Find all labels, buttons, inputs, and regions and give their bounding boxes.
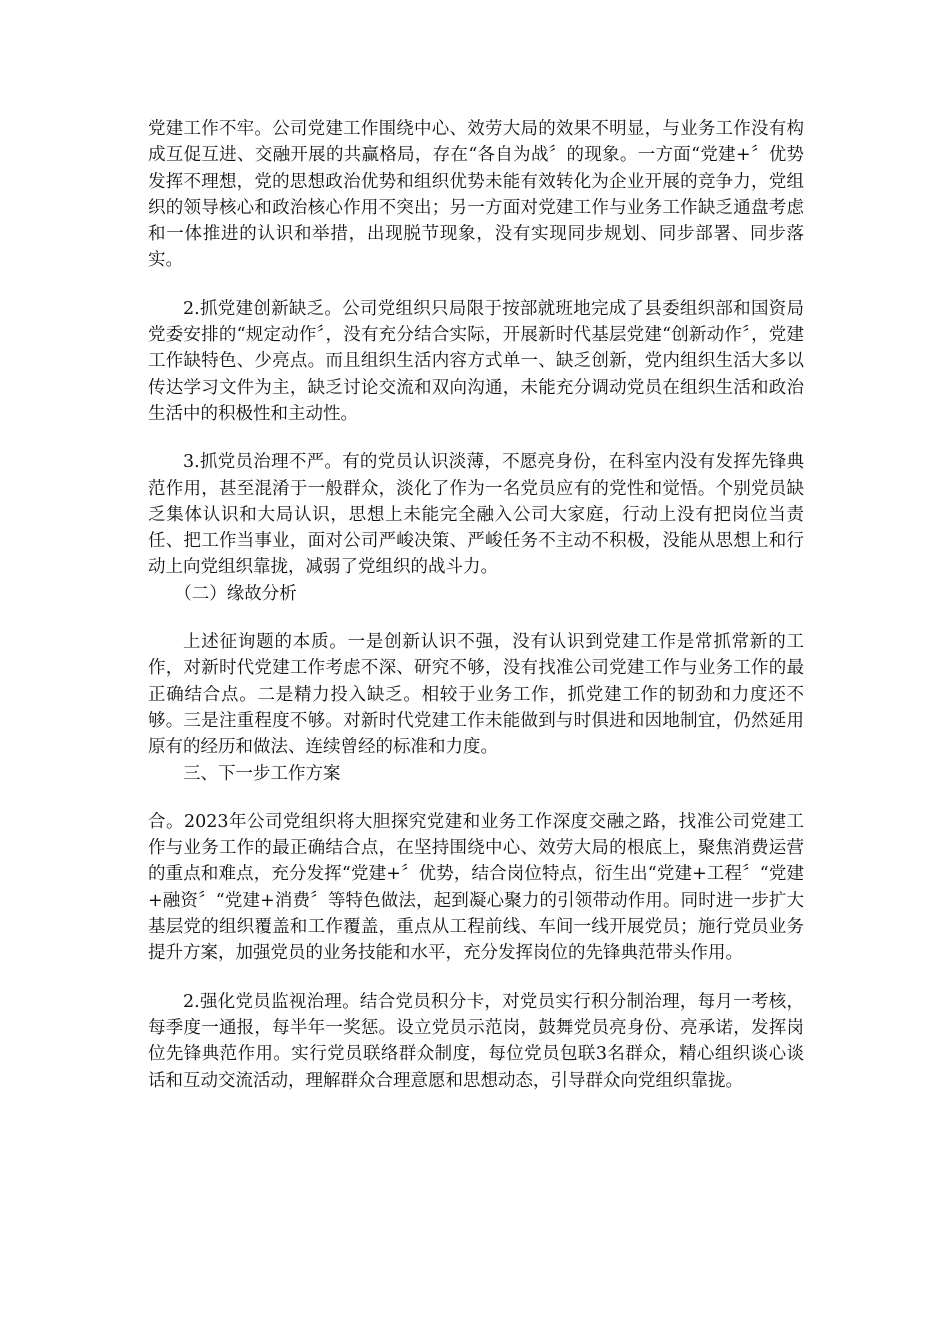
section-heading-next-plan: 三、下一步工作方案 [183,763,341,784]
paragraph-innovation-lacking: 2.抓党建创新缺乏。公司党组织只局限于按部就班地完成了县委组织部和国资局党委安排的“规定动作〞，没有充分结合实际，开展新时代基层党建“创新动作〞，党建工作缺特色、少亮点。而且组织生活内容方式单一、缺乏创新，党内组织生活大多以传达学习文件为主，缺乏讨论交流和双向沟通，未能充分调动党员在组织生活和政治生活中的积极性和主动性。 [148,298,804,424]
paragraph-member-supervision: 2.强化党员监视治理。结合党员积分卡，对党员实行积分制治理，每月一考核，每季度一通报，每半年一奖惩。设立党员示范岗，鼓舞党员亮身份、亮承诺，发挥岗位先锋典范作用。实行党员联络群众制度，每位党员包联3名群众，精心组织谈心谈话和互动交流活动，理解群众合理意愿和思想动态，引导群众向党组织靠拢。 [148,991,804,1091]
paragraph-integration-plan: 合。2023年公司党组织将大胆探究党建和业务工作深度交融之路，找准公司党建工作与业务工作的最正确结合点，在坚持围绕中心、效劳大局的根底上，聚焦消费运营的重点和难点，充分发挥“党建+〞优势，结合岗位特点，衍生出“党建+工程〞“党建+融资〞“党建+消费〞等特色做法，起到凝心聚力的引领带动作用。同时进一步扩大基层党的组织覆盖和工作覆盖，重点从工程前线、车间一线开展党员；施行党员业务提升方案，加强党员的业务技能和水平，充分发挥岗位的先锋典范带头作用。 [148,811,804,964]
paragraph-member-management: 3.抓党员治理不严。有的党员认识淡薄，不愿亮身份，在科室内没有发挥先锋典范作用，甚至混淆于一般群众，淡化了作为一名党员应有的党性和觉悟。个别党员缺乏集体认识和大局认识，思想上未能完全融入公司大家庭，行动上没有把岗位当责任、把工作当事业，面对公司严峻决策、严峻任务不主动不积极，没能从思想上和行动上向党组织靠拢，减弱了党组织的战斗力。 [148,452,804,578]
paragraph-cause-analysis: 上述征询题的本质。一是创新认识不强，没有认识到党建工作是常抓常新的工作，对新时代党建工作考虑不深、研究不够，没有找准公司党建工作与业务工作的最正确结合点。二是精力投入缺乏。相较于业务工作，抓党建工作的韧劲和力度还不够。三是注重程度不够。对新时代党建工作未能做到与时俱进和因地制宜，仍然延用原有的经历和做法、连续曾经的标准和力度。 [148,632,804,758]
section-heading-cause-analysis: （二）缘故分析 [174,583,297,604]
paragraph-party-building-weak: 党建工作不牢。公司党建工作围绕中心、效劳大局的效果不明显，与业务工作没有构成互促互进、交融开展的共赢格局，存在“各自为战〞的现象。一方面“党建+〞优势发挥不理想，党的思想政治优势和组织优势未能有效转化为企业开展的竞争力，党组织的领导核心和政治核心作用不突出；另一方面对党建工作与业务工作缺乏通盘考虑和一体推进的认识和举措，出现脱节现象，没有实现同步规划、同步部署、同步落实。 [148,119,804,271]
document-page [148,116,804,1094]
